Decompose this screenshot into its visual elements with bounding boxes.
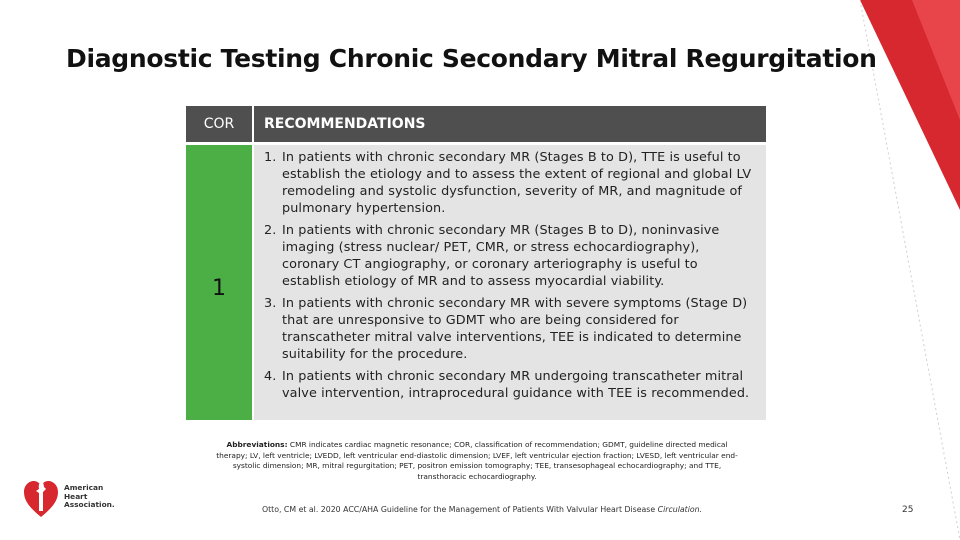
abbreviations-text: CMR indicates cardiac magnetic resonance; COR, classification of recommendation; GDMT, guideline directed medical therapy; LV, left ventricle; LVEDD, left ventricular end-diastolic dimension; LVEF, left ventricular ejection fraction; LVESD, left ventricular end-systolic dimension; MR, mitral regurgitation; PET, positron emission tomography; TEE, transesophageal echocardiography; and TTE, transthoracic echocardiography. bbox=[216, 440, 738, 481]
recommendation-text: In patients with chronic secondary MR (Stages B to D), TTE is useful to establish the etiology and to assess the extent of regional and global LV remodeling and systolic dysfunction, severity of MR, and magnitude of pulmonary hypertension. bbox=[282, 150, 752, 216]
recommendation-item bbox=[264, 295, 756, 363]
table-header-row bbox=[186, 106, 766, 142]
recommendations-cell bbox=[254, 145, 766, 420]
citation-journal: Circulation. bbox=[657, 505, 703, 514]
citation bbox=[232, 505, 732, 514]
cor-cell bbox=[186, 145, 252, 420]
citation-text: Otto, CM et al. 2020 ACC/AHA Guideline for the Management of Patients With Valvular Heart Disease bbox=[261, 505, 656, 514]
decorative-ribbon bbox=[860, 0, 960, 540]
recommendation-item bbox=[264, 149, 756, 217]
table-row bbox=[186, 145, 766, 420]
page-number: 25 bbox=[902, 505, 914, 515]
recommendation-text: In patients with chronic secondary MR (Stages B to D), noninvasive imaging (stress nuclear/ PET, CMR, or stress echocardiography), coronary CT angiography, or coronary arteriography is useful to establish etiology of MR and to assess myocardial viability. bbox=[282, 223, 720, 289]
recommendation-number: 3. bbox=[264, 296, 277, 311]
heart-torch-icon bbox=[22, 475, 60, 519]
header-cor: COR bbox=[186, 106, 252, 142]
recommendation-number: 2. bbox=[264, 223, 277, 238]
abbreviations-label: Abbreviations: bbox=[226, 440, 288, 449]
cor-value: 1 bbox=[212, 276, 226, 301]
logo-text: American Heart Association. bbox=[64, 483, 115, 510]
slide-title: Diagnostic Testing Chronic Secondary Mitral Regurgitation bbox=[66, 44, 877, 73]
recommendation-text: In patients with chronic secondary MR with severe symptoms (Stage D) that are unresponsive to GDMT who are being considered for transcatheter mitral valve interventions, TEE is indicated to determine suitability for the procedure. bbox=[282, 296, 748, 362]
recommendation-item bbox=[264, 368, 756, 402]
recommendation-number: 4. bbox=[264, 369, 277, 384]
header-recommendations: RECOMMENDATIONS bbox=[254, 106, 766, 142]
recommendation-item bbox=[264, 222, 756, 290]
aha-logo bbox=[22, 472, 122, 522]
abbreviations-note bbox=[212, 440, 742, 482]
recommendation-number: 1. bbox=[264, 150, 277, 165]
recommendation-text: In patients with chronic secondary MR undergoing transcatheter mitral valve intervention, intraprocedural guidance with TEE is recommended. bbox=[282, 369, 750, 401]
recommendation-table bbox=[186, 106, 766, 420]
